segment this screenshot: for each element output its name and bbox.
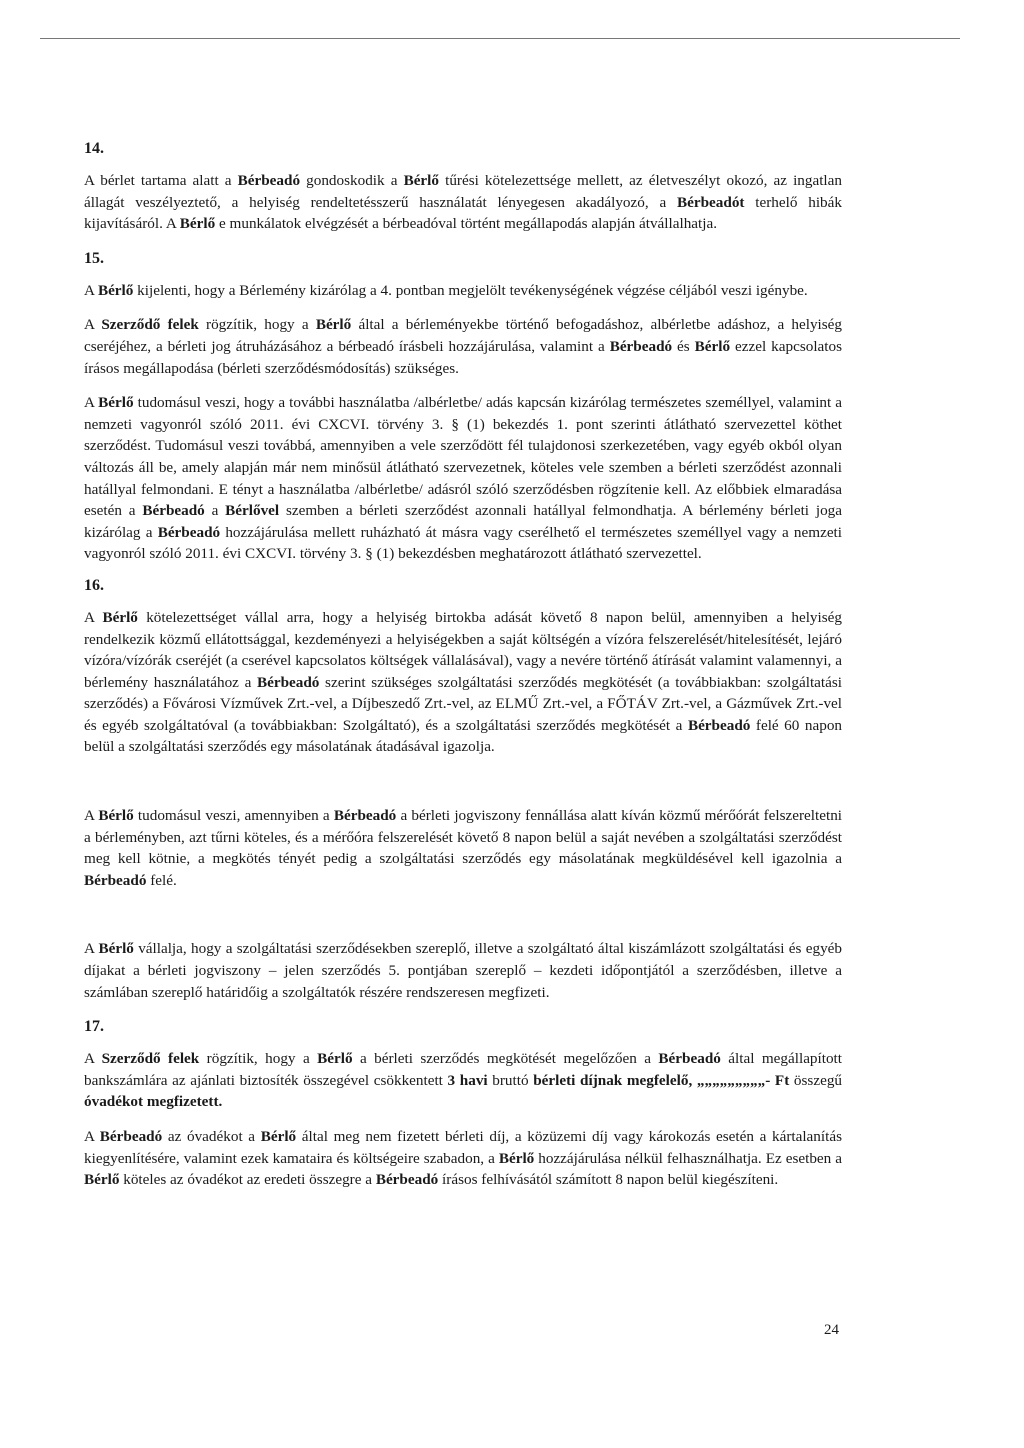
bold-term: Szerződő felek xyxy=(101,1050,200,1068)
text-run: a bérleti jogviszony fennállása alatt kíván közmű mérőórát felszereltetni a bérleményben, azt tűrni köteles, és a mérőóra felszerelését követő 8 napon belül a saját nevében a szolgáltatási szerződést meg kell kötnie, a megkötés tényét pedig a szolgáltatási szerződés egy másolatának megküldésével kell igazolnia a xyxy=(84,807,843,868)
text-run: gondoskodik a xyxy=(300,172,404,189)
bold-term: Bérbeadó xyxy=(375,1171,439,1189)
bold-term: Bérlő xyxy=(98,807,134,825)
bold-term: Bérlő xyxy=(694,337,731,355)
text-run: A xyxy=(84,1050,102,1068)
section-14-heading: 14. xyxy=(84,140,104,157)
bold-term: Bérlő xyxy=(498,1149,535,1167)
bold-term: óvadékot megfizetett. xyxy=(84,1093,223,1111)
text-run: összegű xyxy=(789,1071,843,1089)
text-run: és xyxy=(672,337,695,355)
text-run: hozzájárulása nélkül felhasználhatja. Ez esetben a xyxy=(534,1149,842,1167)
section-16-heading: 16. xyxy=(84,576,104,594)
bold-term: Bérlő xyxy=(98,940,134,958)
section-17-paragraph-2 xyxy=(84,1126,842,1191)
bold-term: Bérbeadó xyxy=(687,716,751,734)
text-run: A xyxy=(84,281,98,299)
section-17-heading: 17. xyxy=(84,1018,104,1036)
text-run: rögzítik, hogy a xyxy=(198,316,316,334)
text-run: köteles az óvadékot az eredeti összegre a xyxy=(119,1171,376,1189)
section-14-paragraph-1 xyxy=(84,170,842,235)
text-run: A xyxy=(84,394,99,412)
text-run: tudomásul veszi, amennyiben a xyxy=(133,807,334,825)
text-run: terhelő hibák kijavításáról. A xyxy=(84,193,842,233)
text-run: A xyxy=(84,940,99,958)
bold-term: bérleti díjnak megfelelő, „„„„„„„„„- Ft xyxy=(533,1071,790,1089)
bold-term: Szerződő felek xyxy=(101,316,199,334)
bold-term: Bérlő xyxy=(179,215,216,233)
bold-term: Bérlő xyxy=(102,608,138,626)
text-run: A bérlet tartama alatt a xyxy=(84,172,238,189)
text-run: A xyxy=(84,316,102,334)
bold-term: Bérlő xyxy=(84,1171,120,1189)
text-run: tűrési kötelezettsége mellett, az életveszélyt okozó, az ingatlan állagát veszélyeztető, a helyiség rendeltetésszerű használatát lényegesen akadályozó, a xyxy=(84,172,842,211)
text-run: A xyxy=(84,1128,100,1145)
text-run: kötelezettséget vállal arra, hogy a helyiség birtokba adását követő 8 napon belül, amennyiben a helyiség rendelkezik közmű ellátottsággal, kezdeményezi a helyiségekben a saját költségén a vízóra felszerelését/hitelesítését, lejáró vízóra/vízórák cseréjét (a cserével kapcsolatos költségek vállalásával), vagy a nevére történő átírását valamint valamennyi, a bérlemény használatához a xyxy=(84,608,842,691)
bold-term: Bérlővel xyxy=(225,502,280,520)
text-run: szerint szükséges szolgáltatási szerződés megkötését (a továbbiakban: szolgáltatási szerződés) a Fővárosi Vízművek Zrt.-vel, a Díjbeszedő Zrt.-vel, az ELMŰ Zrt.-vel, a FŐTÁV Zrt.-vel, a Gázművek Zrt.-vel és egyéb szolgáltatóval (a továbbiakban: Szolgáltató), és a szolgáltatási szerződés megkötését a xyxy=(84,673,843,734)
bold-term: Bérlő xyxy=(98,394,134,412)
text-run: rögzítik, hogy a xyxy=(199,1050,318,1068)
text-run: kijelenti, hogy a Bérlemény kizárólag a 4. pontban megjelölt tevékenységének végzése céljából veszi igénybe. xyxy=(133,281,808,299)
text-run: által meg nem fizetett bérleti díj, a közüzemi díj vagy károkozás esetén a kártalanítás kiegyenlítésére, valamint ezek kamataira és költségeire szabadon, a xyxy=(84,1128,842,1167)
bold-term: Bérbeadót xyxy=(676,193,745,211)
section-15-paragraph-3 xyxy=(84,392,842,565)
bold-term: Bérlő xyxy=(260,1128,297,1145)
text-run: az óvadékot a xyxy=(162,1128,261,1145)
text-run: által a bérleményekbe történő befogadáshoz, albérletbe adáshoz, a helyiség cseréjéhez, a bérleti jog átruházásához a bérbeadó írásbeli hozzájárulása, valamint a xyxy=(84,316,843,355)
text-run: e munkálatok elvégzését a bérbeadóval történt megállapodás alapján átvállalhatja. xyxy=(215,215,718,233)
text-run: A xyxy=(84,608,103,626)
bold-term: Bérlő xyxy=(97,281,134,299)
text-run: hozzájárulása mellett ruházható át másra vagy cserélhető el természetes személlyel vagy a nemzeti vagyonról szóló 2011. évi CXCVI. törvény 3. § (1) bekezdésben meghatározott átlátható szervezettel. xyxy=(84,523,842,563)
section-17-paragraph-1 xyxy=(84,1048,842,1113)
bold-term: Bérlő xyxy=(315,316,352,334)
bold-term: Bérbeadó xyxy=(142,502,205,520)
bold-term: Bérbeadó xyxy=(256,673,320,691)
text-run: felé. xyxy=(146,871,177,889)
section-15-heading: 15. xyxy=(84,249,104,267)
text-run: vállalja, hogy a szolgáltatási szerződésekben szereplő, illetve a szolgáltató által kiszámlázott szolgáltatási és egyéb díjakat a bérleti jogviszony – jelen szerződés 5. pontjában szereplő – kezdeti időpontjától a szerződésben, illetve a számlában szereplő határidőig a szolgáltatók részére rendszeresen megfizeti. xyxy=(84,940,842,1001)
text-run: szemben a bérleti szerződést azonnali hatállyal felmondhatja. A bérlemény bérleti joga kizárólag a xyxy=(84,502,842,541)
bold-term: Bérbeadó xyxy=(658,1050,721,1068)
text-run: A xyxy=(84,807,99,825)
page-number: 24 xyxy=(824,1322,839,1338)
bold-term: Bérlő xyxy=(317,1050,353,1068)
text-run: a bérleti szerződés megkötését megelőzően a xyxy=(352,1050,659,1068)
bold-term: Bérbeadó xyxy=(99,1128,163,1145)
text-run: által megállapított bankszámlára az ajánlati biztosíték összegével csökkentett xyxy=(84,1050,842,1089)
bold-term: Bérlő xyxy=(403,172,439,189)
bold-term: Bérbeadó xyxy=(237,172,301,189)
document-page xyxy=(84,138,842,1204)
section-15-paragraph-1 xyxy=(84,280,842,302)
bold-term: Bérbeadó xyxy=(609,337,673,355)
bold-term: Bérbeadó xyxy=(333,807,397,825)
bold-term: Bérbeadó xyxy=(84,871,147,889)
text-run: bruttó xyxy=(487,1071,534,1089)
section-16-paragraph-3 xyxy=(84,938,842,1003)
section-16-paragraph-1 xyxy=(84,607,842,758)
text-run: a xyxy=(204,502,226,520)
text-run: ezzel kapcsolatos írásos megállapodása (bérleti szerződésmódosítás) szükséges. xyxy=(84,337,843,377)
text-run: írásos felhívásától számított 8 napon belül kiegészíteni. xyxy=(438,1171,779,1189)
bold-term: 3 havi xyxy=(447,1071,488,1089)
text-run: felé 60 napon belül a szolgáltatási szerződés egy másolatának átadásával igazolja. xyxy=(84,716,842,756)
bold-term: Bérbeadó xyxy=(157,523,221,541)
text-run: tudomásul veszi, hogy a további használatba /albérletbe/ adás kapcsán kizárólag természetes személlyel, valamint a nemzeti vagyonról szóló 2011. évi CXCVI. törvény 3. § (1) bekezdés 1. pont szerinti átlátható szervezettel köthet szerződést. Tudomásul veszi továbbá, amennyiben a vele szerződött fél tulajdonosi szerkezetében, vagy egyéb okból olyan változás áll be, amely alapján már nem minősül átlátható szervezetnek, köteles vele szemben a bérleti szerződést azonnali hatállyal felmondani. E tényt a használatba /albérletbe/ adásról szóló szerződésben rögzítenie kell. Az előbbiek elmaradása esetén a xyxy=(84,394,842,520)
section-16-paragraph-2 xyxy=(84,805,842,891)
section-15-paragraph-2 xyxy=(84,314,842,379)
scan-top-rule xyxy=(40,38,960,39)
